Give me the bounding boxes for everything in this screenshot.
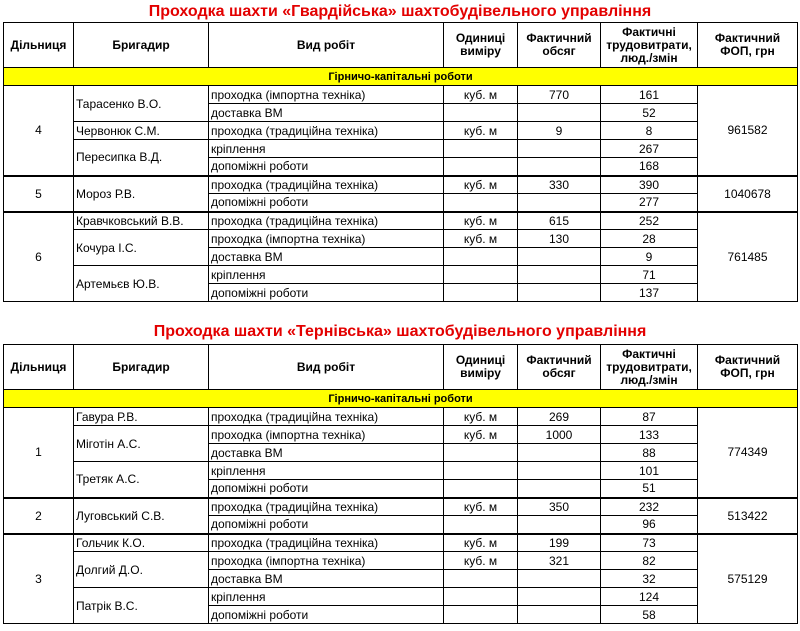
table-row bbox=[4, 498, 798, 516]
volume-cell bbox=[518, 284, 601, 302]
volume-cell: 130 bbox=[518, 230, 601, 248]
fop-cell: 1040678 bbox=[698, 176, 798, 212]
works-table-hvardiiska bbox=[3, 22, 798, 302]
table-title: Проходка шахти «Гвардійська» шахтобудівельного управління bbox=[148, 3, 652, 20]
foreman-cell: Кравчковський В.В. bbox=[74, 212, 209, 230]
foreman-cell: Червонюк С.М. bbox=[74, 122, 209, 140]
work-cell: проходка (традиційна техніка) bbox=[209, 176, 444, 194]
unit-cell bbox=[444, 480, 518, 498]
table-row bbox=[4, 266, 798, 284]
labor-cell: 277 bbox=[601, 194, 698, 212]
fop-cell: 774349 bbox=[698, 408, 798, 498]
work-cell: кріплення bbox=[209, 140, 444, 158]
foreman-cell: Патрік В.С. bbox=[74, 588, 209, 624]
work-cell: проходка (традиційна техніка) bbox=[209, 498, 444, 516]
unit-cell: куб. м bbox=[444, 212, 518, 230]
header-volume: Фактичний обсяг bbox=[518, 345, 601, 390]
header-foreman: Бригадир bbox=[74, 23, 209, 68]
table-row bbox=[4, 122, 798, 140]
volume-cell: 330 bbox=[518, 176, 601, 194]
plot-cell: 4 bbox=[4, 86, 74, 176]
table-row bbox=[4, 140, 798, 158]
work-cell: допоміжні роботи bbox=[209, 284, 444, 302]
header-work: Вид робіт bbox=[209, 23, 444, 68]
work-cell: доставка ВМ bbox=[209, 570, 444, 588]
unit-cell bbox=[444, 158, 518, 176]
header-work: Вид робіт bbox=[209, 345, 444, 390]
volume-cell bbox=[518, 266, 601, 284]
labor-cell: 96 bbox=[601, 516, 698, 534]
work-cell: проходка (імпортна техніка) bbox=[209, 86, 444, 104]
table-row bbox=[4, 212, 798, 230]
fop-cell: 961582 bbox=[698, 86, 798, 176]
labor-cell: 267 bbox=[601, 140, 698, 158]
unit-cell bbox=[444, 104, 518, 122]
work-cell: допоміжні роботи bbox=[209, 606, 444, 624]
unit-cell: куб. м bbox=[444, 408, 518, 426]
unit-cell bbox=[444, 248, 518, 266]
foreman-cell: Кочура І.С. bbox=[74, 230, 209, 266]
labor-cell: 9 bbox=[601, 248, 698, 266]
volume-cell: 321 bbox=[518, 552, 601, 570]
labor-cell: 133 bbox=[601, 426, 698, 444]
foreman-cell: Артемьєв Ю.В. bbox=[74, 266, 209, 302]
labor-cell: 88 bbox=[601, 444, 698, 462]
volume-cell bbox=[518, 248, 601, 266]
table-row bbox=[4, 230, 798, 248]
work-cell: проходка (імпортна техніка) bbox=[209, 230, 444, 248]
section-label: Гірничо-капітальні роботи bbox=[4, 68, 798, 86]
unit-cell: куб. м bbox=[444, 230, 518, 248]
unit-cell bbox=[444, 462, 518, 480]
labor-cell: 58 bbox=[601, 606, 698, 624]
unit-cell: куб. м bbox=[444, 552, 518, 570]
volume-cell bbox=[518, 588, 601, 606]
volume-cell bbox=[518, 140, 601, 158]
volume-cell bbox=[518, 444, 601, 462]
foreman-cell: Тарасенко В.О. bbox=[74, 86, 209, 122]
labor-cell: 82 bbox=[601, 552, 698, 570]
work-cell: проходка (імпортна техніка) bbox=[209, 552, 444, 570]
foreman-cell: Гольчик К.О. bbox=[74, 534, 209, 552]
unit-cell: куб. м bbox=[444, 122, 518, 140]
table-row bbox=[4, 462, 798, 480]
labor-cell: 8 bbox=[601, 122, 698, 140]
work-cell: проходка (імпортна техніка) bbox=[209, 426, 444, 444]
plot-cell: 6 bbox=[4, 212, 74, 302]
volume-cell bbox=[518, 158, 601, 176]
header-labor: Фактичні трудовитрати, люд./змін bbox=[601, 23, 698, 68]
header-plot: Дільниця bbox=[4, 23, 74, 68]
unit-cell: куб. м bbox=[444, 534, 518, 552]
volume-cell: 350 bbox=[518, 498, 601, 516]
foreman-cell: Луговський С.В. bbox=[74, 498, 209, 534]
header-plot: Дільниця bbox=[4, 345, 74, 390]
labor-cell: 390 bbox=[601, 176, 698, 194]
volume-cell: 615 bbox=[518, 212, 601, 230]
work-cell: допоміжні роботи bbox=[209, 158, 444, 176]
work-cell: кріплення bbox=[209, 462, 444, 480]
work-cell: допоміжні роботи bbox=[209, 194, 444, 212]
unit-cell: куб. м bbox=[444, 176, 518, 194]
work-cell: проходка (традиційна техніка) bbox=[209, 408, 444, 426]
table-row bbox=[4, 552, 798, 570]
volume-cell: 199 bbox=[518, 534, 601, 552]
volume-cell bbox=[518, 194, 601, 212]
plot-cell: 2 bbox=[4, 498, 74, 534]
unit-cell bbox=[444, 284, 518, 302]
header-unit: Одиниці виміру bbox=[444, 23, 518, 68]
labor-cell: 101 bbox=[601, 462, 698, 480]
volume-cell bbox=[518, 462, 601, 480]
labor-cell: 232 bbox=[601, 498, 698, 516]
work-cell: доставка ВМ bbox=[209, 444, 444, 462]
fop-cell: 575129 bbox=[698, 534, 798, 624]
foreman-cell: Долгий Д.О. bbox=[74, 552, 209, 588]
volume-cell bbox=[518, 570, 601, 588]
table-row bbox=[4, 86, 798, 104]
labor-cell: 161 bbox=[601, 86, 698, 104]
table-title: Проходка шахти «Тернівська» шахтобудівельного управління bbox=[153, 323, 647, 340]
volume-cell: 770 bbox=[518, 86, 601, 104]
foreman-cell: Гавура Р.В. bbox=[74, 408, 209, 426]
unit-cell: куб. м bbox=[444, 426, 518, 444]
header-row bbox=[4, 345, 798, 390]
header-unit: Одиниці виміру bbox=[444, 345, 518, 390]
labor-cell: 137 bbox=[601, 284, 698, 302]
table-row bbox=[4, 176, 798, 194]
unit-cell bbox=[444, 140, 518, 158]
header-fop: Фактичний ФОП, грн bbox=[698, 23, 798, 68]
labor-cell: 52 bbox=[601, 104, 698, 122]
work-cell: доставка ВМ bbox=[209, 104, 444, 122]
unit-cell: куб. м bbox=[444, 86, 518, 104]
volume-cell bbox=[518, 516, 601, 534]
foreman-cell: Пересипка В.Д. bbox=[74, 140, 209, 176]
work-cell: доставка ВМ bbox=[209, 248, 444, 266]
works-table-ternivska bbox=[3, 344, 798, 624]
volume-cell: 1000 bbox=[518, 426, 601, 444]
foreman-cell: Міготін А.С. bbox=[74, 426, 209, 462]
header-fop: Фактичний ФОП, грн bbox=[698, 345, 798, 390]
unit-cell bbox=[444, 588, 518, 606]
volume-cell bbox=[518, 606, 601, 624]
table-row bbox=[4, 408, 798, 426]
work-cell: проходка (традиційна техніка) bbox=[209, 534, 444, 552]
foreman-cell: Мороз Р.В. bbox=[74, 176, 209, 212]
section-label: Гірничо-капітальні роботи bbox=[4, 390, 798, 408]
work-cell: проходка (традиційна техніка) bbox=[209, 212, 444, 230]
work-cell: допоміжні роботи bbox=[209, 480, 444, 498]
labor-cell: 28 bbox=[601, 230, 698, 248]
labor-cell: 168 bbox=[601, 158, 698, 176]
labor-cell: 252 bbox=[601, 212, 698, 230]
section-row bbox=[4, 68, 798, 86]
volume-cell: 269 bbox=[518, 408, 601, 426]
fop-cell: 761485 bbox=[698, 212, 798, 302]
work-cell: проходка (традиційна техніка) bbox=[209, 122, 444, 140]
labor-cell: 124 bbox=[601, 588, 698, 606]
plot-cell: 3 bbox=[4, 534, 74, 624]
volume-cell bbox=[518, 480, 601, 498]
volume-cell: 9 bbox=[518, 122, 601, 140]
unit-cell bbox=[444, 606, 518, 624]
work-cell: допоміжні роботи bbox=[209, 516, 444, 534]
unit-cell bbox=[444, 266, 518, 284]
table-row bbox=[4, 426, 798, 444]
table-row bbox=[4, 588, 798, 606]
labor-cell: 87 bbox=[601, 408, 698, 426]
labor-cell: 32 bbox=[601, 570, 698, 588]
header-row bbox=[4, 23, 798, 68]
unit-cell bbox=[444, 570, 518, 588]
unit-cell: куб. м bbox=[444, 498, 518, 516]
fop-cell: 513422 bbox=[698, 498, 798, 534]
work-cell: кріплення bbox=[209, 588, 444, 606]
header-labor: Фактичні трудовитрати, люд./змін bbox=[601, 345, 698, 390]
unit-cell bbox=[444, 516, 518, 534]
labor-cell: 71 bbox=[601, 266, 698, 284]
plot-cell: 1 bbox=[4, 408, 74, 498]
volume-cell bbox=[518, 104, 601, 122]
work-cell: кріплення bbox=[209, 266, 444, 284]
plot-cell: 5 bbox=[4, 176, 74, 212]
labor-cell: 73 bbox=[601, 534, 698, 552]
unit-cell bbox=[444, 444, 518, 462]
foreman-cell: Третяк А.С. bbox=[74, 462, 209, 498]
table-row bbox=[4, 534, 798, 552]
unit-cell bbox=[444, 194, 518, 212]
labor-cell: 51 bbox=[601, 480, 698, 498]
header-volume: Фактичний обсяг bbox=[518, 23, 601, 68]
section-row bbox=[4, 390, 798, 408]
header-foreman: Бригадир bbox=[74, 345, 209, 390]
